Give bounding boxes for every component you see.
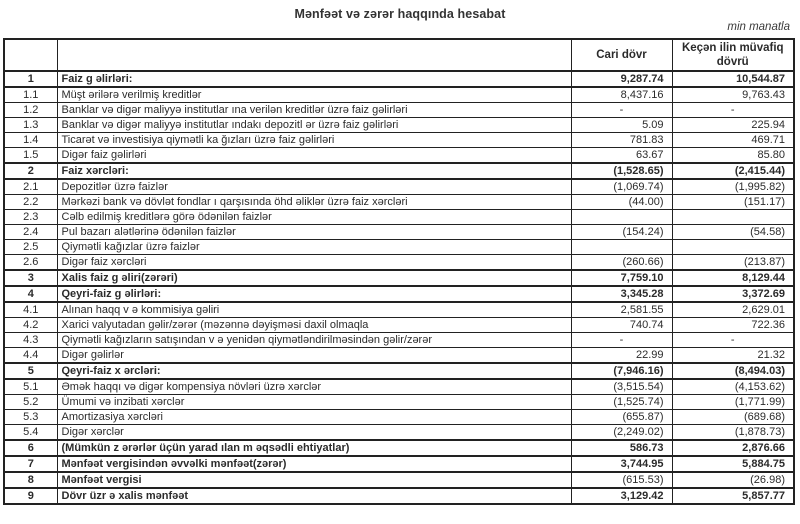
current-period-value: (2,249.02): [571, 425, 672, 441]
previous-period-value: 9,763.43: [672, 87, 794, 103]
row-number: 1.4: [4, 133, 57, 148]
row-label: Ticarət və investisiya qiymətli ka ğızları üzrə faiz gəlirləri: [57, 133, 571, 148]
previous-period-value: 469.71: [672, 133, 794, 148]
row-label: Xarici valyutadan gəlir/zərər (məzənnə dəyişməsi daxil olmaqla: [57, 318, 571, 333]
row-label: Digər gəlirlər: [57, 348, 571, 364]
table-row: [4, 348, 794, 364]
current-period-value: 3,744.95: [571, 456, 672, 472]
row-number: 2.1: [4, 179, 57, 195]
current-period-value: 8,437.16: [571, 87, 672, 103]
previous-period-value: 2,629.01: [672, 302, 794, 318]
table-row: [4, 302, 794, 318]
row-number: 8: [4, 472, 57, 488]
previous-period-value: 5,884.75: [672, 456, 794, 472]
previous-period-value: (1,771.99): [672, 395, 794, 410]
table-row: [4, 118, 794, 133]
current-period-value: 3,345.28: [571, 286, 672, 302]
table-row: [4, 286, 794, 302]
page-title: Mənfəət və zərər haqqında hesabat: [294, 7, 506, 21]
table-body: [4, 71, 794, 504]
row-number: 5.3: [4, 410, 57, 425]
previous-period-value: 3,372.69: [672, 286, 794, 302]
row-label: Faiz xərcləri:: [57, 163, 571, 179]
row-label: Dövr üzr ə xalis mənfəət: [57, 488, 571, 504]
current-period-value: 22.99: [571, 348, 672, 364]
row-label: Pul bazarı alətlərinə ödənilən faizlər: [57, 225, 571, 240]
row-number: 4.3: [4, 333, 57, 348]
table-row: [4, 163, 794, 179]
table-row: [4, 456, 794, 472]
table-row: [4, 270, 794, 286]
header-current-period: Cari dövr: [571, 39, 672, 71]
row-label: Qiymətli kağızlar üzrə faizlər: [57, 240, 571, 255]
row-label: Faiz g əlirləri:: [57, 71, 571, 87]
row-number: 5.4: [4, 425, 57, 441]
table-row: [4, 240, 794, 255]
unit-note: min manatla: [727, 21, 790, 33]
row-number: 5.1: [4, 379, 57, 395]
row-number: 1.2: [4, 103, 57, 118]
row-label: Cəlb edilmiş kreditlərə görə ödənilən faizlər: [57, 210, 571, 225]
row-label: Müşt ərilərə verilmiş kreditlər: [57, 87, 571, 103]
header-row-number: [4, 39, 57, 71]
previous-period-value: [672, 210, 794, 225]
previous-period-value: (26.98): [672, 472, 794, 488]
table-row: [4, 103, 794, 118]
current-period-value: (1,525.74): [571, 395, 672, 410]
table-row: [4, 488, 794, 504]
previous-period-value: 10,544.87: [672, 71, 794, 87]
profit-loss-table: [3, 38, 795, 505]
previous-period-value: (2,415.44): [672, 163, 794, 179]
previous-period-value: (54.58): [672, 225, 794, 240]
row-number: 2.3: [4, 210, 57, 225]
current-period-value: -: [571, 333, 672, 348]
table-row: [4, 133, 794, 148]
row-number: 2.6: [4, 255, 57, 271]
row-number: 2.5: [4, 240, 57, 255]
previous-period-value: (689.68): [672, 410, 794, 425]
row-number: 7: [4, 456, 57, 472]
previous-period-value: (213.87): [672, 255, 794, 271]
current-period-value: 2,581.55: [571, 302, 672, 318]
table-header-row: [4, 39, 794, 71]
current-period-value: (655.87): [571, 410, 672, 425]
row-number: 4: [4, 286, 57, 302]
row-number: 9: [4, 488, 57, 504]
row-label: Qiymətli kağızların satışından v ə yenidən qiymətləndirilməsindən gəlir/zərər: [57, 333, 571, 348]
row-number: 4.2: [4, 318, 57, 333]
previous-period-value: 5,857.77: [672, 488, 794, 504]
row-label: Mərkəzi bank və dövlət fondlar ı qarşısında öhd əliklər üzrə faiz xərcləri: [57, 195, 571, 210]
row-number: 2.2: [4, 195, 57, 210]
previous-period-value: 722.36: [672, 318, 794, 333]
current-period-value: 781.83: [571, 133, 672, 148]
row-number: 6: [4, 440, 57, 456]
current-period-value: 3,129.42: [571, 488, 672, 504]
table-row: [4, 395, 794, 410]
previous-period-value: 85.80: [672, 148, 794, 164]
current-period-value: 586.73: [571, 440, 672, 456]
row-number: 1.5: [4, 148, 57, 164]
previous-period-value: (4,153.62): [672, 379, 794, 395]
table-row: [4, 225, 794, 240]
previous-period-value: (151.17): [672, 195, 794, 210]
row-label: Banklar və digər maliyyə institutlar ına verilən kreditlər üzrə faiz gəlirləri: [57, 103, 571, 118]
current-period-value: [571, 240, 672, 255]
table-row: [4, 472, 794, 488]
current-period-value: 7,759.10: [571, 270, 672, 286]
row-number: 1.1: [4, 87, 57, 103]
row-number: 4.1: [4, 302, 57, 318]
previous-period-value: (1,995.82): [672, 179, 794, 195]
previous-period-value: (8,494.03): [672, 363, 794, 379]
row-label: Digər xərclər: [57, 425, 571, 441]
row-label: Ümumi və inzibati xərclər: [57, 395, 571, 410]
current-period-value: (44.00): [571, 195, 672, 210]
table-row: [4, 255, 794, 271]
current-period-value: (1,528.65): [571, 163, 672, 179]
table-row: [4, 195, 794, 210]
current-period-value: (7,946.16): [571, 363, 672, 379]
current-period-value: 9,287.74: [571, 71, 672, 87]
table-row: [4, 210, 794, 225]
previous-period-value: -: [672, 103, 794, 118]
row-label: Digər faiz gəlirləri: [57, 148, 571, 164]
current-period-value: 740.74: [571, 318, 672, 333]
header-previous-period: Keçən ilin müvafiq dövrü: [672, 39, 794, 71]
row-label: Alınan haqq v ə kommisiya gəliri: [57, 302, 571, 318]
row-label: Digər faiz xərcləri: [57, 255, 571, 271]
table-row: [4, 363, 794, 379]
current-period-value: (260.66): [571, 255, 672, 271]
row-number: 1: [4, 71, 57, 87]
row-number: 2: [4, 163, 57, 179]
table-row: [4, 333, 794, 348]
current-period-value: 63.67: [571, 148, 672, 164]
row-label: Amortizasiya xərcləri: [57, 410, 571, 425]
current-period-value: (154.24): [571, 225, 672, 240]
header-row-label: [57, 39, 571, 71]
row-number: 3: [4, 270, 57, 286]
table-row: [4, 71, 794, 87]
previous-period-value: 8,129.44: [672, 270, 794, 286]
row-label: Depozitlər üzrə faizlər: [57, 179, 571, 195]
table-row: [4, 179, 794, 195]
previous-period-value: 225.94: [672, 118, 794, 133]
row-label: Mənfəət vergisi: [57, 472, 571, 488]
row-number: 5: [4, 363, 57, 379]
table-row: [4, 425, 794, 441]
current-period-value: [571, 210, 672, 225]
row-label: Qeyri-faiz g əlirləri:: [57, 286, 571, 302]
row-label: Banklar və digər maliyyə institutlar ındakı depozitl ər üzrə faiz gəlirləri: [57, 118, 571, 133]
row-number: 5.2: [4, 395, 57, 410]
row-number: 4.4: [4, 348, 57, 364]
table-row: [4, 318, 794, 333]
current-period-value: -: [571, 103, 672, 118]
row-label: (Mümkün z ərərlər üçün yarad ılan m əqsədli ehtiyatlar): [57, 440, 571, 456]
table-row: [4, 410, 794, 425]
current-period-value: (3,515.54): [571, 379, 672, 395]
current-period-value: (1,069.74): [571, 179, 672, 195]
table-row: [4, 87, 794, 103]
row-label: Xalis faiz g əliri(zərəri): [57, 270, 571, 286]
row-label: Əmək haqqı və digər kompensiya növləri üzrə xərclər: [57, 379, 571, 395]
table-row: [4, 148, 794, 164]
table-row: [4, 440, 794, 456]
current-period-value: (615.53): [571, 472, 672, 488]
previous-period-value: -: [672, 333, 794, 348]
row-label: Mənfəət vergisindən əvvəlki mənfəət(zərər): [57, 456, 571, 472]
previous-period-value: (1,878.73): [672, 425, 794, 441]
row-number: 2.4: [4, 225, 57, 240]
current-period-value: 5.09: [571, 118, 672, 133]
table-row: [4, 379, 794, 395]
row-number: 1.3: [4, 118, 57, 133]
previous-period-value: 21.32: [672, 348, 794, 364]
previous-period-value: 2,876.66: [672, 440, 794, 456]
row-label: Qeyri-faiz x ərcləri:: [57, 363, 571, 379]
previous-period-value: [672, 240, 794, 255]
